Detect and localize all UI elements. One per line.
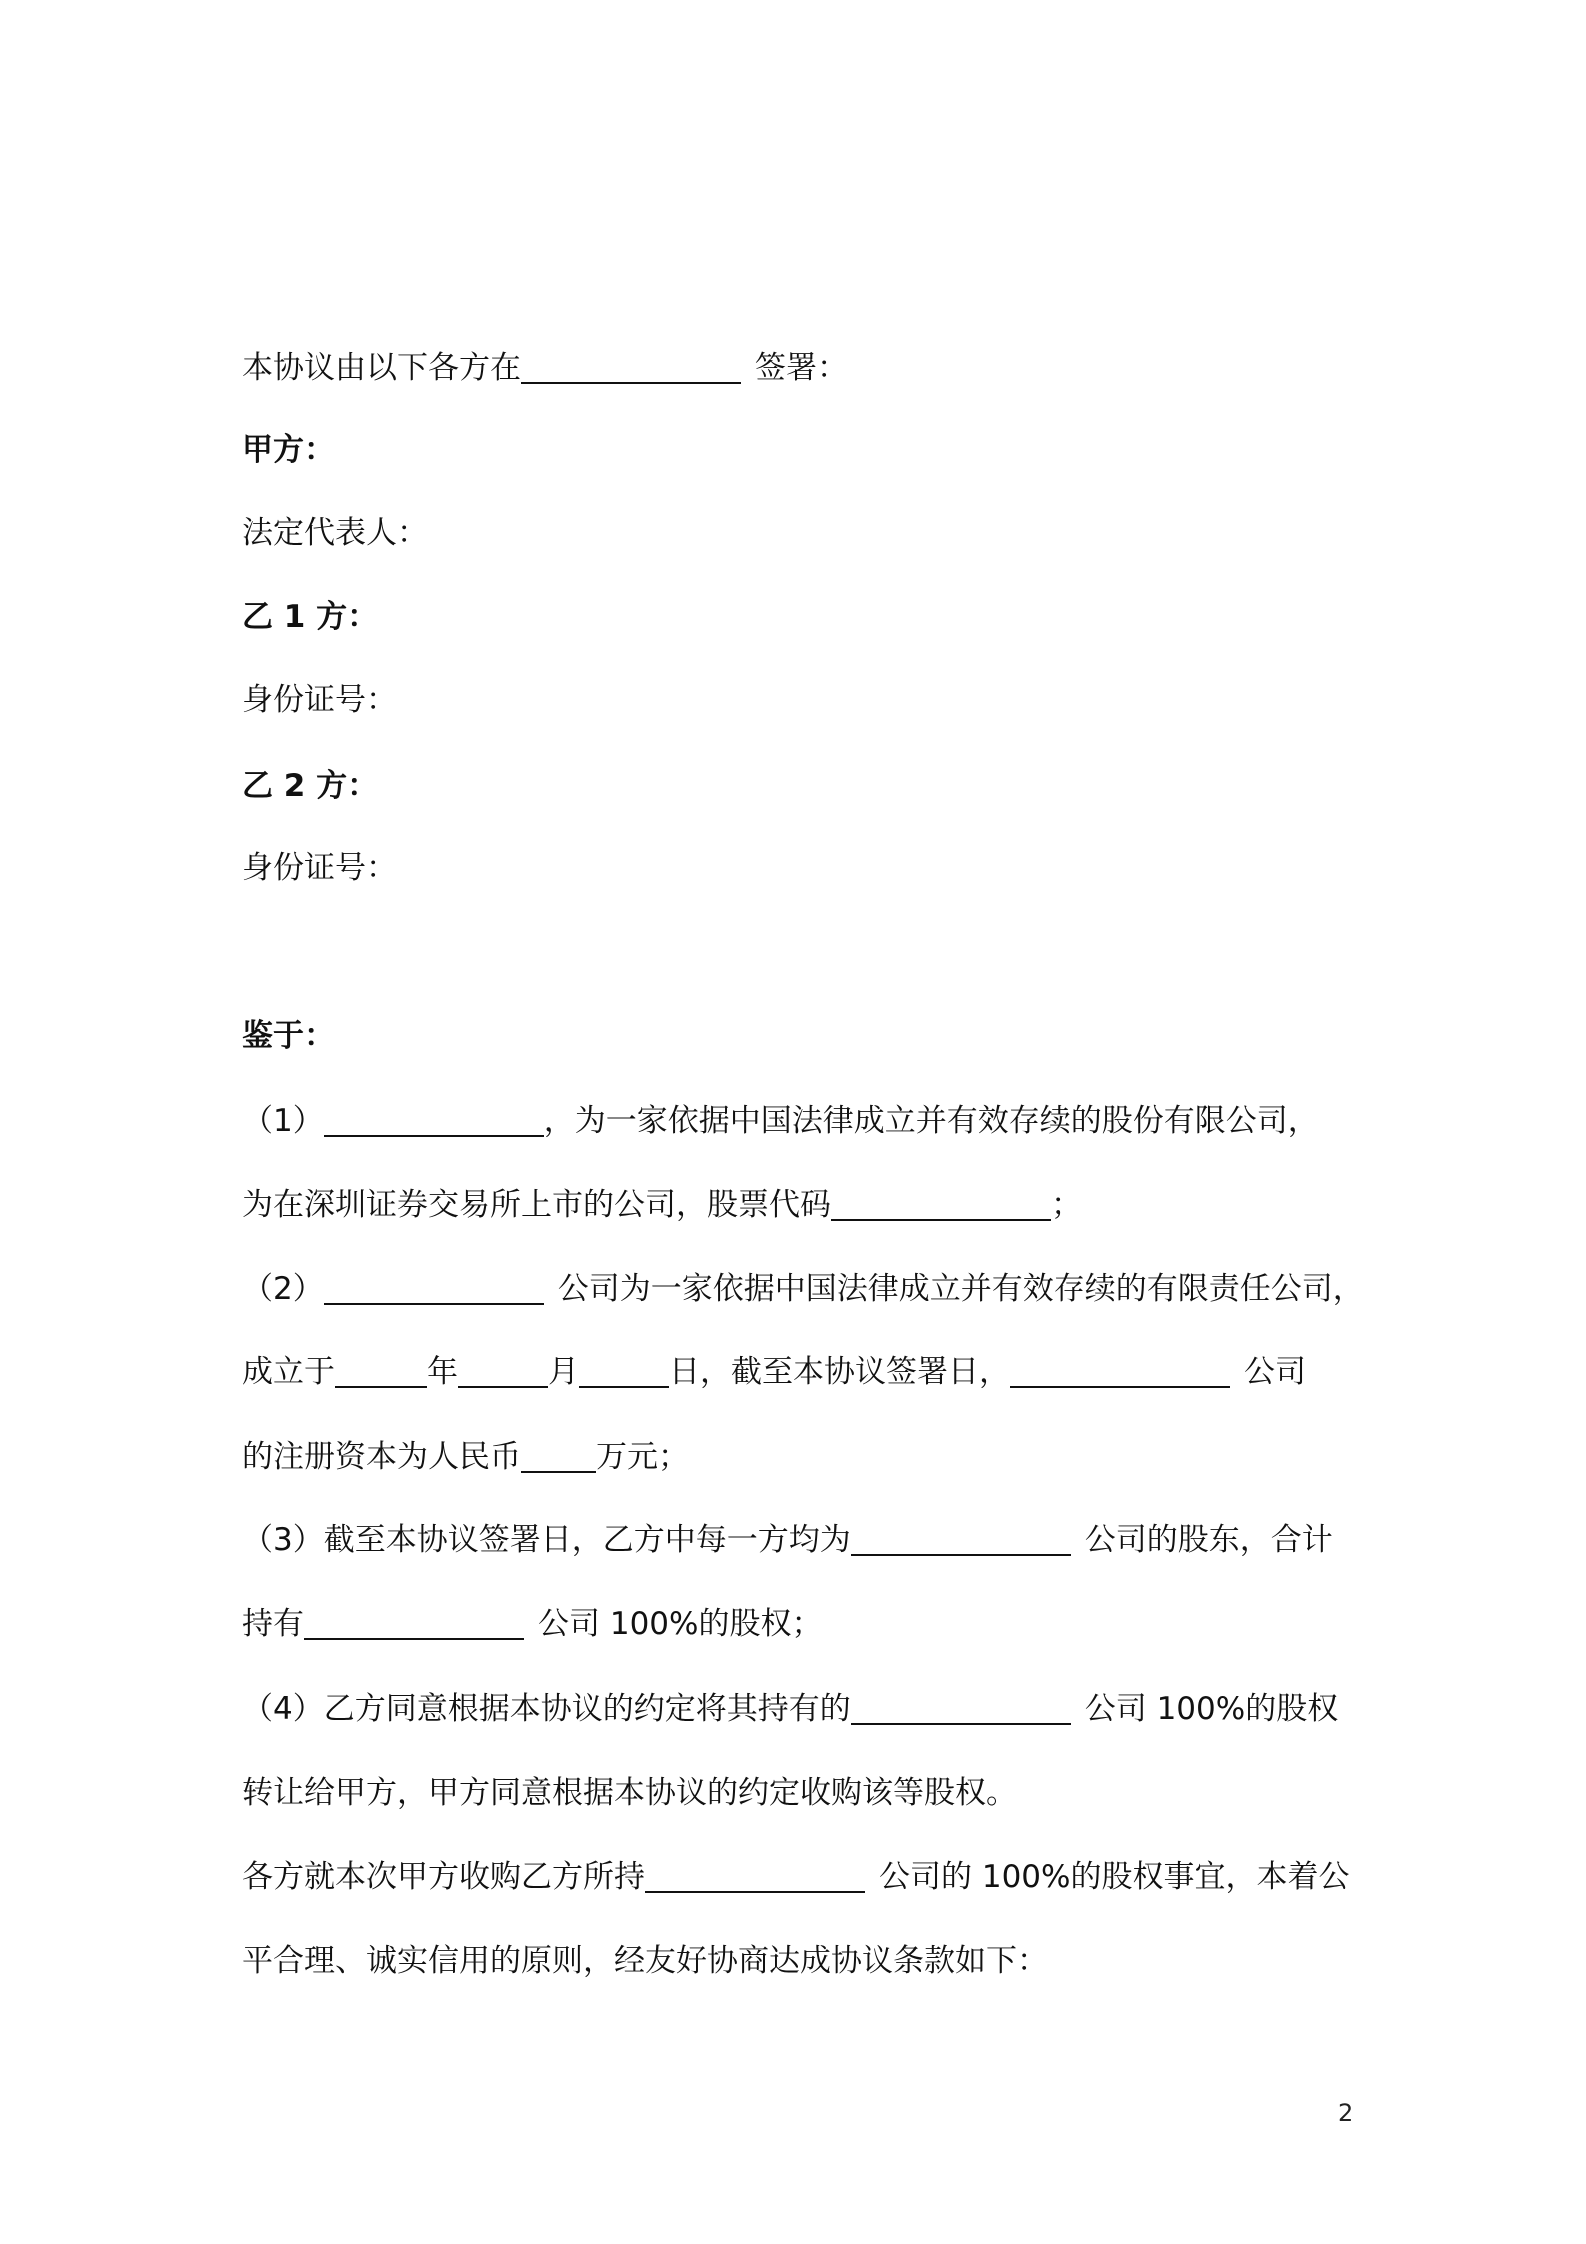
party-a-label: 甲方： <box>242 432 335 468</box>
target-company-blank-2 <box>1010 1356 1230 1388</box>
party-b2-id-label: 身份证号： <box>242 850 397 886</box>
recital-4-line-2: 转让给甲方，甲方同意根据本协议的约定收购该等股权。 <box>242 1775 1017 1811</box>
recital-1-line-2: 为在深圳证券交易所上市的公司，股票代码 ； <box>242 1187 1082 1223</box>
recital-3-line-2: 持有 公司 100%的股权； <box>242 1606 823 1642</box>
transfer-company-blank <box>851 1693 1071 1725</box>
held-company-blank <box>304 1608 524 1640</box>
registered-capital-blank <box>521 1441 596 1473</box>
recital-3-line-1: （3）截至本协议签署日，乙方中每一方均为 公司的股东，合计 <box>242 1522 1333 1558</box>
signing-statement: 本协议由以下各方在 签署： <box>242 350 848 386</box>
legal-representative-label: 法定代表人： <box>242 515 428 551</box>
stock-code-blank <box>831 1189 1051 1221</box>
recital-4-line-1: （4）乙方同意根据本协议的约定将其持有的 公司 100%的股权 <box>242 1691 1339 1727</box>
recital-2-line-2: 成立于 年 月 日，截至本协议签署日， 公司 <box>242 1354 1306 1390</box>
company-name-blank <box>324 1105 544 1137</box>
day-blank <box>579 1356 669 1388</box>
page-number: 2 <box>1338 2099 1354 2127</box>
closing-line-2: 平合理、诚实信用的原则，经友好协商达成协议条款如下： <box>242 1943 1048 1979</box>
shareholder-company-blank <box>851 1524 1071 1556</box>
month-blank <box>458 1356 548 1388</box>
recital-2-line-1: （2） 公司为一家依据中国法律成立并有效存续的有限责任公司， <box>242 1271 1364 1307</box>
closing-line-1: 各方就本次甲方收购乙方所持 公司的 100%的股权事宜，本着公 <box>242 1859 1350 1895</box>
recital-2-line-3: 的注册资本为人民币 万元； <box>242 1439 689 1475</box>
party-b1-id-label: 身份证号： <box>242 682 397 718</box>
recital-1-line-1: （1） ，为一家依据中国法律成立并有效存续的股份有限公司， <box>242 1103 1319 1139</box>
party-b1-label: 乙 1 方： <box>242 599 379 635</box>
acquired-company-blank <box>645 1861 865 1893</box>
whereas-heading: 鉴于： <box>242 1018 335 1054</box>
party-b2-label: 乙 2 方： <box>242 768 379 804</box>
signing-place-blank <box>521 352 741 384</box>
year-blank <box>335 1356 427 1388</box>
target-company-blank <box>324 1273 544 1305</box>
